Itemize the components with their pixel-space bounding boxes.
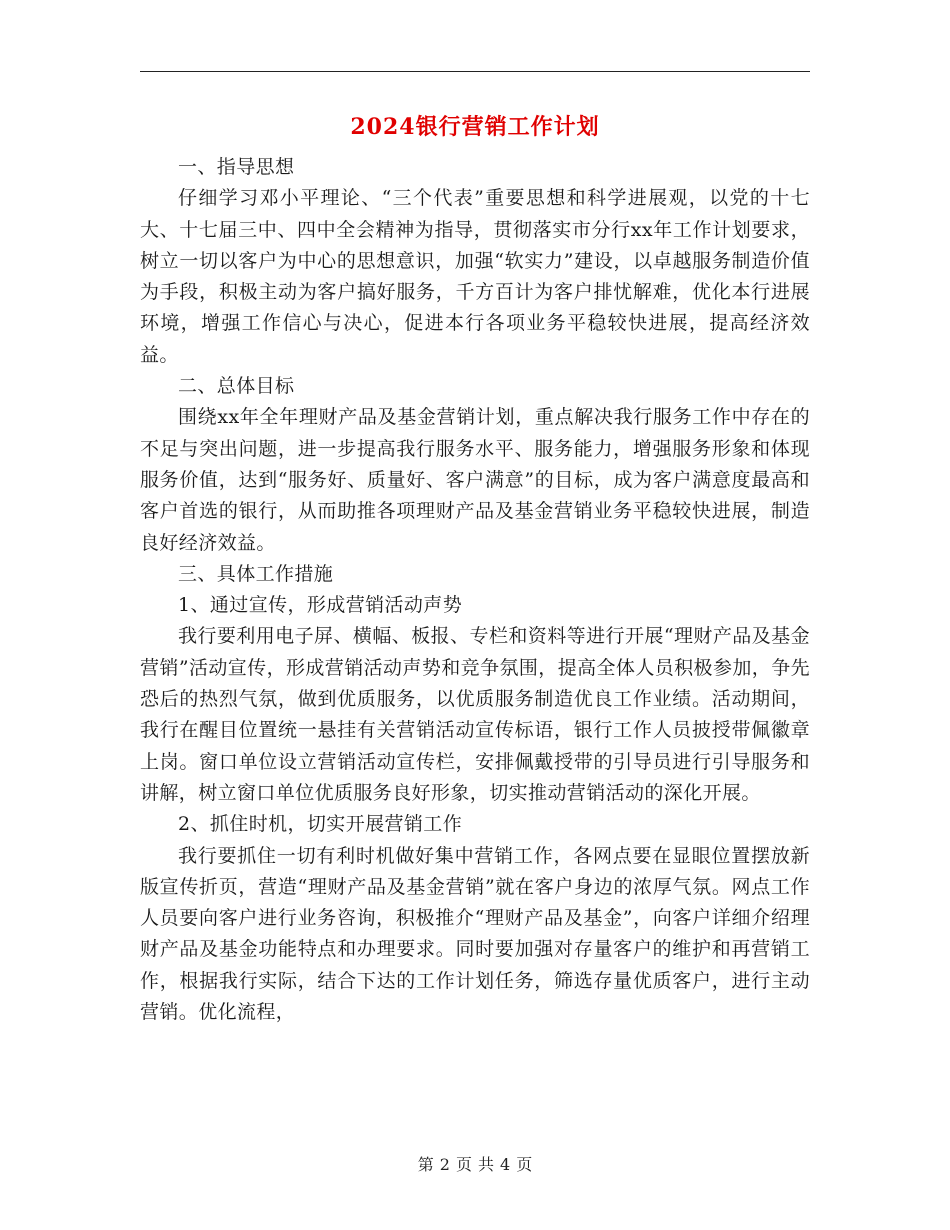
footer-suffix: 页	[516, 1155, 533, 1174]
footer-page-number: 2	[439, 1155, 450, 1174]
paragraph: 仔细学习邓小平理论、“三个代表”重要思想和科学进展观，以党的十七大、十七届三中、四中全会精神为指导，贯彻落实市分行xx年工作计划要求，树立一切以客户为中心的思想意识，加强“软实力”建设，以卓越服务制造价值为手段，积极主动为客户搞好服务，千方百计为客户排忧解难，优化本行进展环境，增强工作信心与决心，促进本行各项业务平稳较快进展，提高经济效益。	[140, 187, 810, 366]
paragraph: 我行要利用电子屏、横幅、板报、专栏和资料等进行开展“理财产品及基金营销”活动宣传，形成营销活动声势和竞争氛围，提高全体人员积极参加，争先恐后的热烈气氛，做到优质服务，以优质服务制造优良工作业绩。活动期间，我行在醒目位置统一悬挂有关营销活动宣传标语，银行工作人员披授带佩徽章上岗。窗口单位设立营销活动宣传栏，安排佩戴授带的引导员进行引导服务和讲解，树立窗口单位优质服务良好形象，切实推动营销活动的深化开展。	[140, 625, 810, 804]
section-heading: 三、具体工作措施	[178, 562, 334, 585]
subsection-heading: 2、抓住时机，切实开展营销工作	[178, 813, 463, 836]
paragraph: 我行要抓住一切有利时机做好集中营销工作，各网点要在显眼位置摆放新版宣传折页，营造“理财产品及基金营销”就在客户身边的浓厚气氛。网点工作人员要向客户进行业务咨询，积极推介“理财产品及基金”，向客户详细介绍理财产品及基金功能特点和办理要求。同时要加强对存量客户的维护和再营销工作，根据我行实际，结合下达的工作计划任务，筛选存量优质客户，进行主动营销。优化流程，	[140, 844, 810, 1024]
footer-total-pages: 4	[500, 1155, 511, 1174]
document-body	[140, 152, 810, 1028]
section-heading: 一、指导思想	[178, 156, 295, 178]
document-title: 2024银行营销工作计划	[350, 114, 600, 140]
page-footer	[0, 1152, 950, 1178]
header-rule	[140, 71, 810, 72]
paragraph: 围绕xx年全年理财产品及基金营销计划，重点解决我行服务工作中存在的不足与突出问题，进一步提高我行服务水平、服务能力，增强服务形象和体现服务价值，达到“服务好、质量好、客户满意”的目标，成为客户满意度最高和客户首选的银行，从而助推各项理财产品及基金营销业务平稳较快进展，制造良好经济效益。	[140, 406, 810, 554]
section-heading: 二、总体目标	[178, 375, 295, 398]
footer-prefix: 第	[417, 1155, 434, 1174]
footer-page-label: 页	[455, 1155, 472, 1174]
footer-total-label: 共	[478, 1155, 495, 1174]
subsection-heading: 1、通过宣传，形成营销活动声势	[178, 594, 463, 617]
